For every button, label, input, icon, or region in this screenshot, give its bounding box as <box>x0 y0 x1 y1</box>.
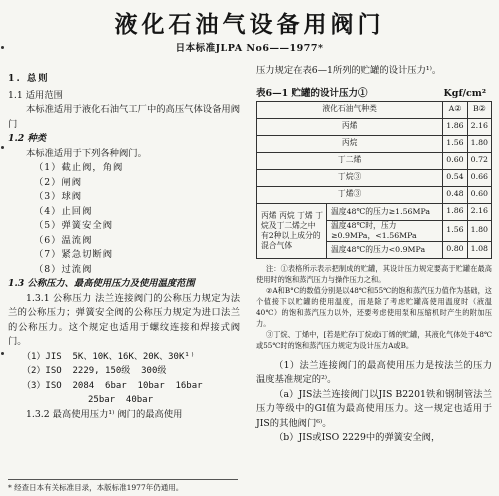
table-header-a: A② <box>443 101 467 118</box>
standard-subtitle: 日本标准JLPA No6——1977* <box>175 43 324 54</box>
table-unit: Kgf/cm² <box>443 87 486 99</box>
value-a: 0.80 <box>443 241 467 258</box>
value-b: 1.80 <box>467 135 491 152</box>
table-row <box>257 152 492 169</box>
value-b: 2.16 <box>467 118 491 135</box>
section-1-2-heading: 1.2 种类 <box>8 133 47 144</box>
right-column <box>256 64 492 446</box>
value-b: 2.16 <box>467 203 491 220</box>
standard-iso-2229: （2）ISO 2229, 150级 300级 <box>22 366 167 376</box>
paragraph-b: （b）JIS或ISO 2229中的弹簧安全阀， <box>274 432 441 443</box>
mixture-label: 丙烯 丙烷 丁烯 丁烷及丁二烯之中有2种以上成分的混合气体 <box>257 203 327 258</box>
valve-list-item: （1）截止阀，角阀 <box>34 162 124 173</box>
section-1-3-2-text: 1.3.2 最高使用压力¹⁾ 阀门的最高使用 <box>26 408 183 420</box>
table-note-1: 注：①表格所示表示把制成的贮罐，其设计压力规定要高于贮罐在最高使用时的饱和蒸汽压力与操作压力之和。 <box>256 263 492 284</box>
valve-list-item: （2）闸阀 <box>34 176 83 188</box>
mixture-condition: 温度48℃时，压力≥0.9MPa，<1.56MPa <box>327 220 443 241</box>
table-note-2: ②A和B°C的数值分别是以48℃和55℃的饱和蒸汽压力值作为基础，这个值接下以贮罐的使用温度，而是除了考虑贮罐高使用温度时（液温40℃）的饱和蒸汽压力以外，还要考虑使用泵和压缩机时产生的附加压力。 <box>256 285 492 328</box>
section-1-heading: 1. 总则 <box>8 73 50 84</box>
value-b: 1.08 <box>467 241 491 258</box>
valve-list-item: （8）过流阀 <box>34 263 93 275</box>
table-title: 表6—1 贮罐的设计压力① <box>256 87 368 99</box>
section-1-3-1-text: 1.3.1 公称压力 法兰连接阀门的公称压力规定为法兰的公称压力；弹簧安全阀的公称压力规定为进口法兰的公称压力。这个规定也适用于螺纹连接和焊接式阀门。 <box>8 292 240 347</box>
valve-list-item: （6）温流阀 <box>34 234 93 246</box>
standard-jis: （1）JIS 5K、10K、16K、20K、30K¹⁾ <box>22 351 196 362</box>
valve-list-item: （3）球阀 <box>34 191 83 202</box>
value-a: 1.86 <box>443 118 467 135</box>
mixture-condition: 温度48℃的压力<0.9MPa <box>327 241 443 258</box>
gas-name: 丙烯 <box>257 118 443 135</box>
table-row <box>257 118 492 135</box>
section-1-1-text: 本标准适用于液化石油气工厂中的高压气体设备用阀门 <box>8 104 240 130</box>
valve-list-item: （5）弹簧安全阀 <box>34 220 113 231</box>
value-a: 1.56 <box>443 135 467 152</box>
left-column <box>8 64 240 422</box>
value-a: 0.54 <box>443 169 467 186</box>
value-b: 1.80 <box>467 220 491 241</box>
punch-mark <box>1 46 4 49</box>
table-row <box>257 135 492 152</box>
value-a: 0.60 <box>443 152 467 169</box>
gas-name: 丁烯③ <box>257 186 443 203</box>
standard-iso-2084: （3）ISO 2084 6bar 10bar 16bar <box>22 380 203 391</box>
value-b: 0.72 <box>467 152 491 169</box>
value-b: 0.66 <box>467 169 491 186</box>
gas-name: 丁二烯 <box>257 152 443 169</box>
table-row <box>257 186 492 203</box>
section-1-2-text: 本标准适用于下列各种阀门。 <box>26 147 147 159</box>
section-1-3-heading: 1.3 公称压力、最高使用压力及使用温度范围 <box>8 278 195 289</box>
continued-text: 压力规定在表6—1所列的贮罐的设计压力¹⁾。 <box>256 65 442 76</box>
table-note-3: ③丁烷、丁烯中，[若是贮存i丁烷或i丁烯的贮罐，其液化气体处于48℃或55℃时的饱和蒸汽压力规定为设计压力A或B。 <box>256 329 492 350</box>
section-1-1-heading: 1.1 适用范围 <box>8 89 63 101</box>
value-b: 0.60 <box>467 186 491 203</box>
table-row <box>257 203 492 220</box>
table-row <box>257 169 492 186</box>
table-caption <box>256 87 492 101</box>
punch-mark <box>1 146 4 149</box>
standard-iso-2084-cont: 25bar 40bar <box>88 395 154 405</box>
value-a: 0.48 <box>443 186 467 203</box>
gas-name: 丙烷 <box>257 135 443 152</box>
paragraph-a: （a）JIS法兰连接阀门以JIS B2201铁和钢制管法兰压力等级中的GI值为最高使用压力。这一规定也适用于JIS的其他阀门⁶⁾。 <box>256 388 492 429</box>
footnote: * 经查日本有关标准目录，本版标准1977年仍通用。 <box>8 479 238 493</box>
value-a: 1.86 <box>443 203 467 220</box>
punch-mark <box>1 352 4 355</box>
table-notes <box>256 263 492 351</box>
valve-list-item: （4）止回阀 <box>34 205 93 217</box>
page-title: 液化石油气设备用阀门 <box>114 11 385 38</box>
valve-list-item: （7）紧急切断阀 <box>34 249 113 260</box>
paragraph-1: （1）法兰连接阀门的最高使用压力是按法兰的压力温度基准规定的²⁾。 <box>256 359 492 385</box>
value-a: 1.56 <box>443 220 467 241</box>
mixture-condition: 温度48℃的压力≥1.56MPa <box>327 203 443 220</box>
table-header-b: B② <box>467 101 491 118</box>
table-header-type: 液化石油气种类 <box>257 101 443 118</box>
design-pressure-table <box>256 101 492 259</box>
gas-name: 丁烷③ <box>257 169 443 186</box>
